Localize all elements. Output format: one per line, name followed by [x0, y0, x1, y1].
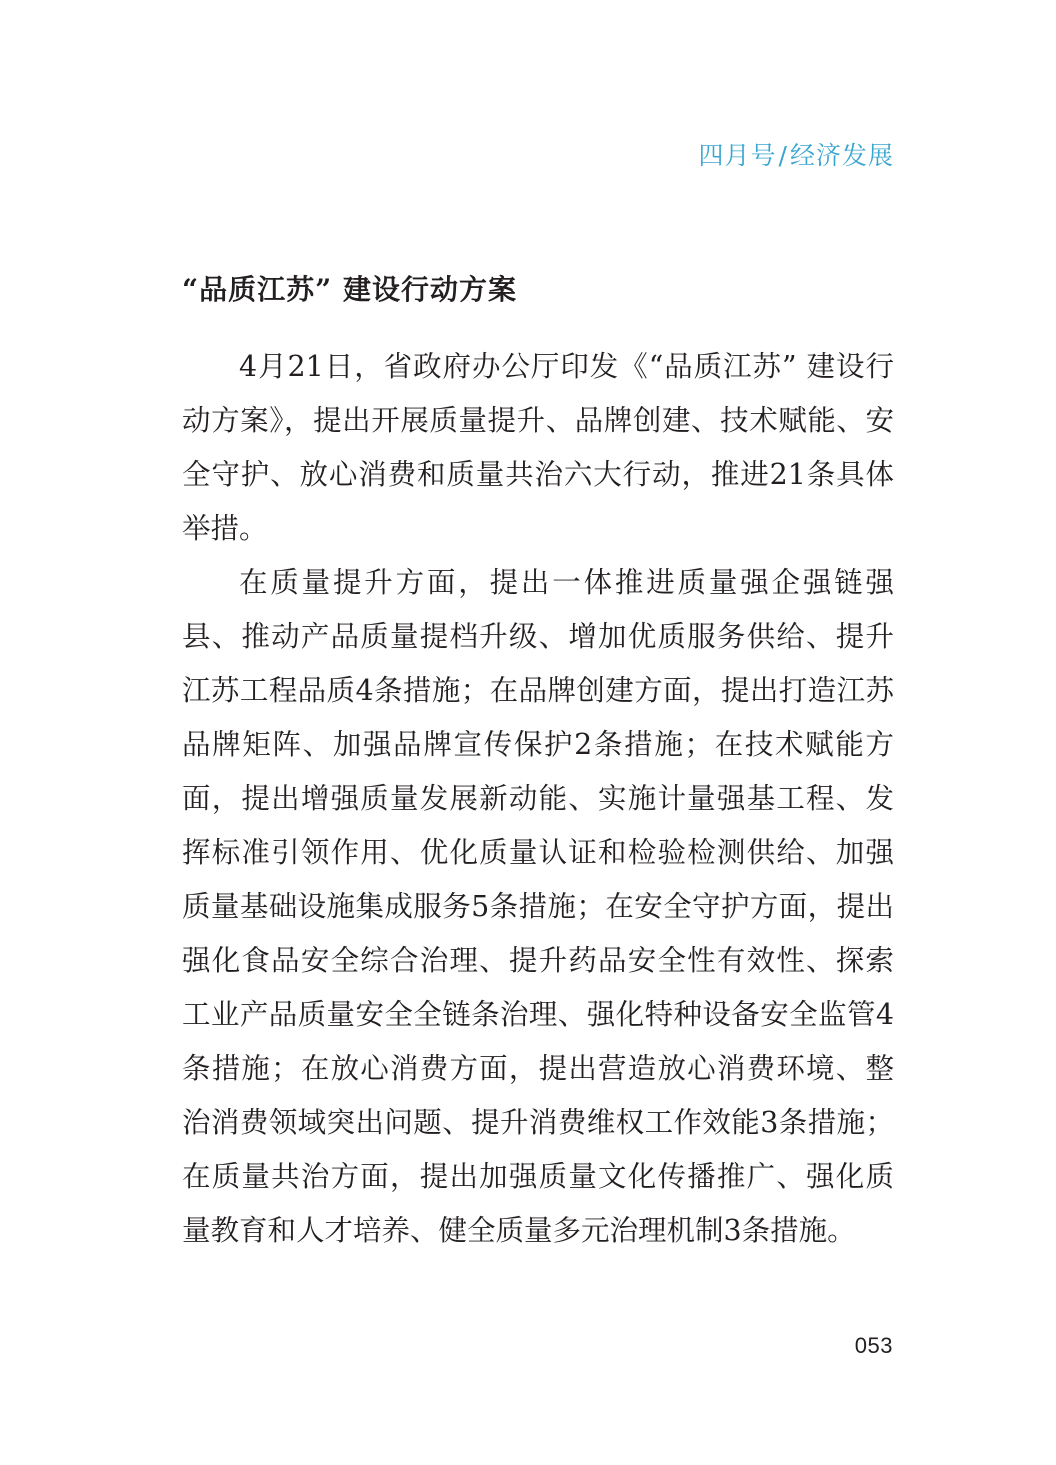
- article-title: “品质江苏” 建设行动方案: [182, 273, 517, 306]
- section-label: 经济发展: [789, 141, 894, 170]
- page-number: 053: [854, 1333, 893, 1358]
- article-paragraph-2: 在质量提升方面，提出一体推进质量强企强链强县、推动产品质量提档升级、增加优质服务供给、提升江苏工程品质4条措施；在品牌创建方面，提出打造江苏品牌矩阵、加强品牌宣传保护2条措施；在技术赋能方面，提出增强质量发展新动能、实施计量强基工程、发挥标准引领作用、优化质量认证和检验检测供给、加强质量基础设施集成服务5条措施；在安全守护方面，提出强化食品安全综合治理、提升药品安全性有效性、探索工业产品质量安全全链条治理、强化特种设备安全监管4条措施；在放心消费方面，提出营造放心消费环境、整治消费领域突出问题、提升消费维权工作效能3条措施；在质量共治方面，提出加强质量文化传播推广、强化质量教育和人才培养、健全质量多元治理机制3条措施。: [182, 566, 894, 1247]
- article-paragraph-1: 4月21日，省政府办公厅印发《“品质江苏” 建设行动方案》，提出开展质量提升、品牌创建、技术赋能、安全守护、放心消费和质量共治六大行动，推进21条具体举措。: [182, 350, 894, 545]
- issue-label: 四月号: [698, 141, 777, 170]
- article: [182, 268, 894, 1258]
- header-separator: /: [778, 141, 788, 170]
- running-header: [699, 136, 894, 172]
